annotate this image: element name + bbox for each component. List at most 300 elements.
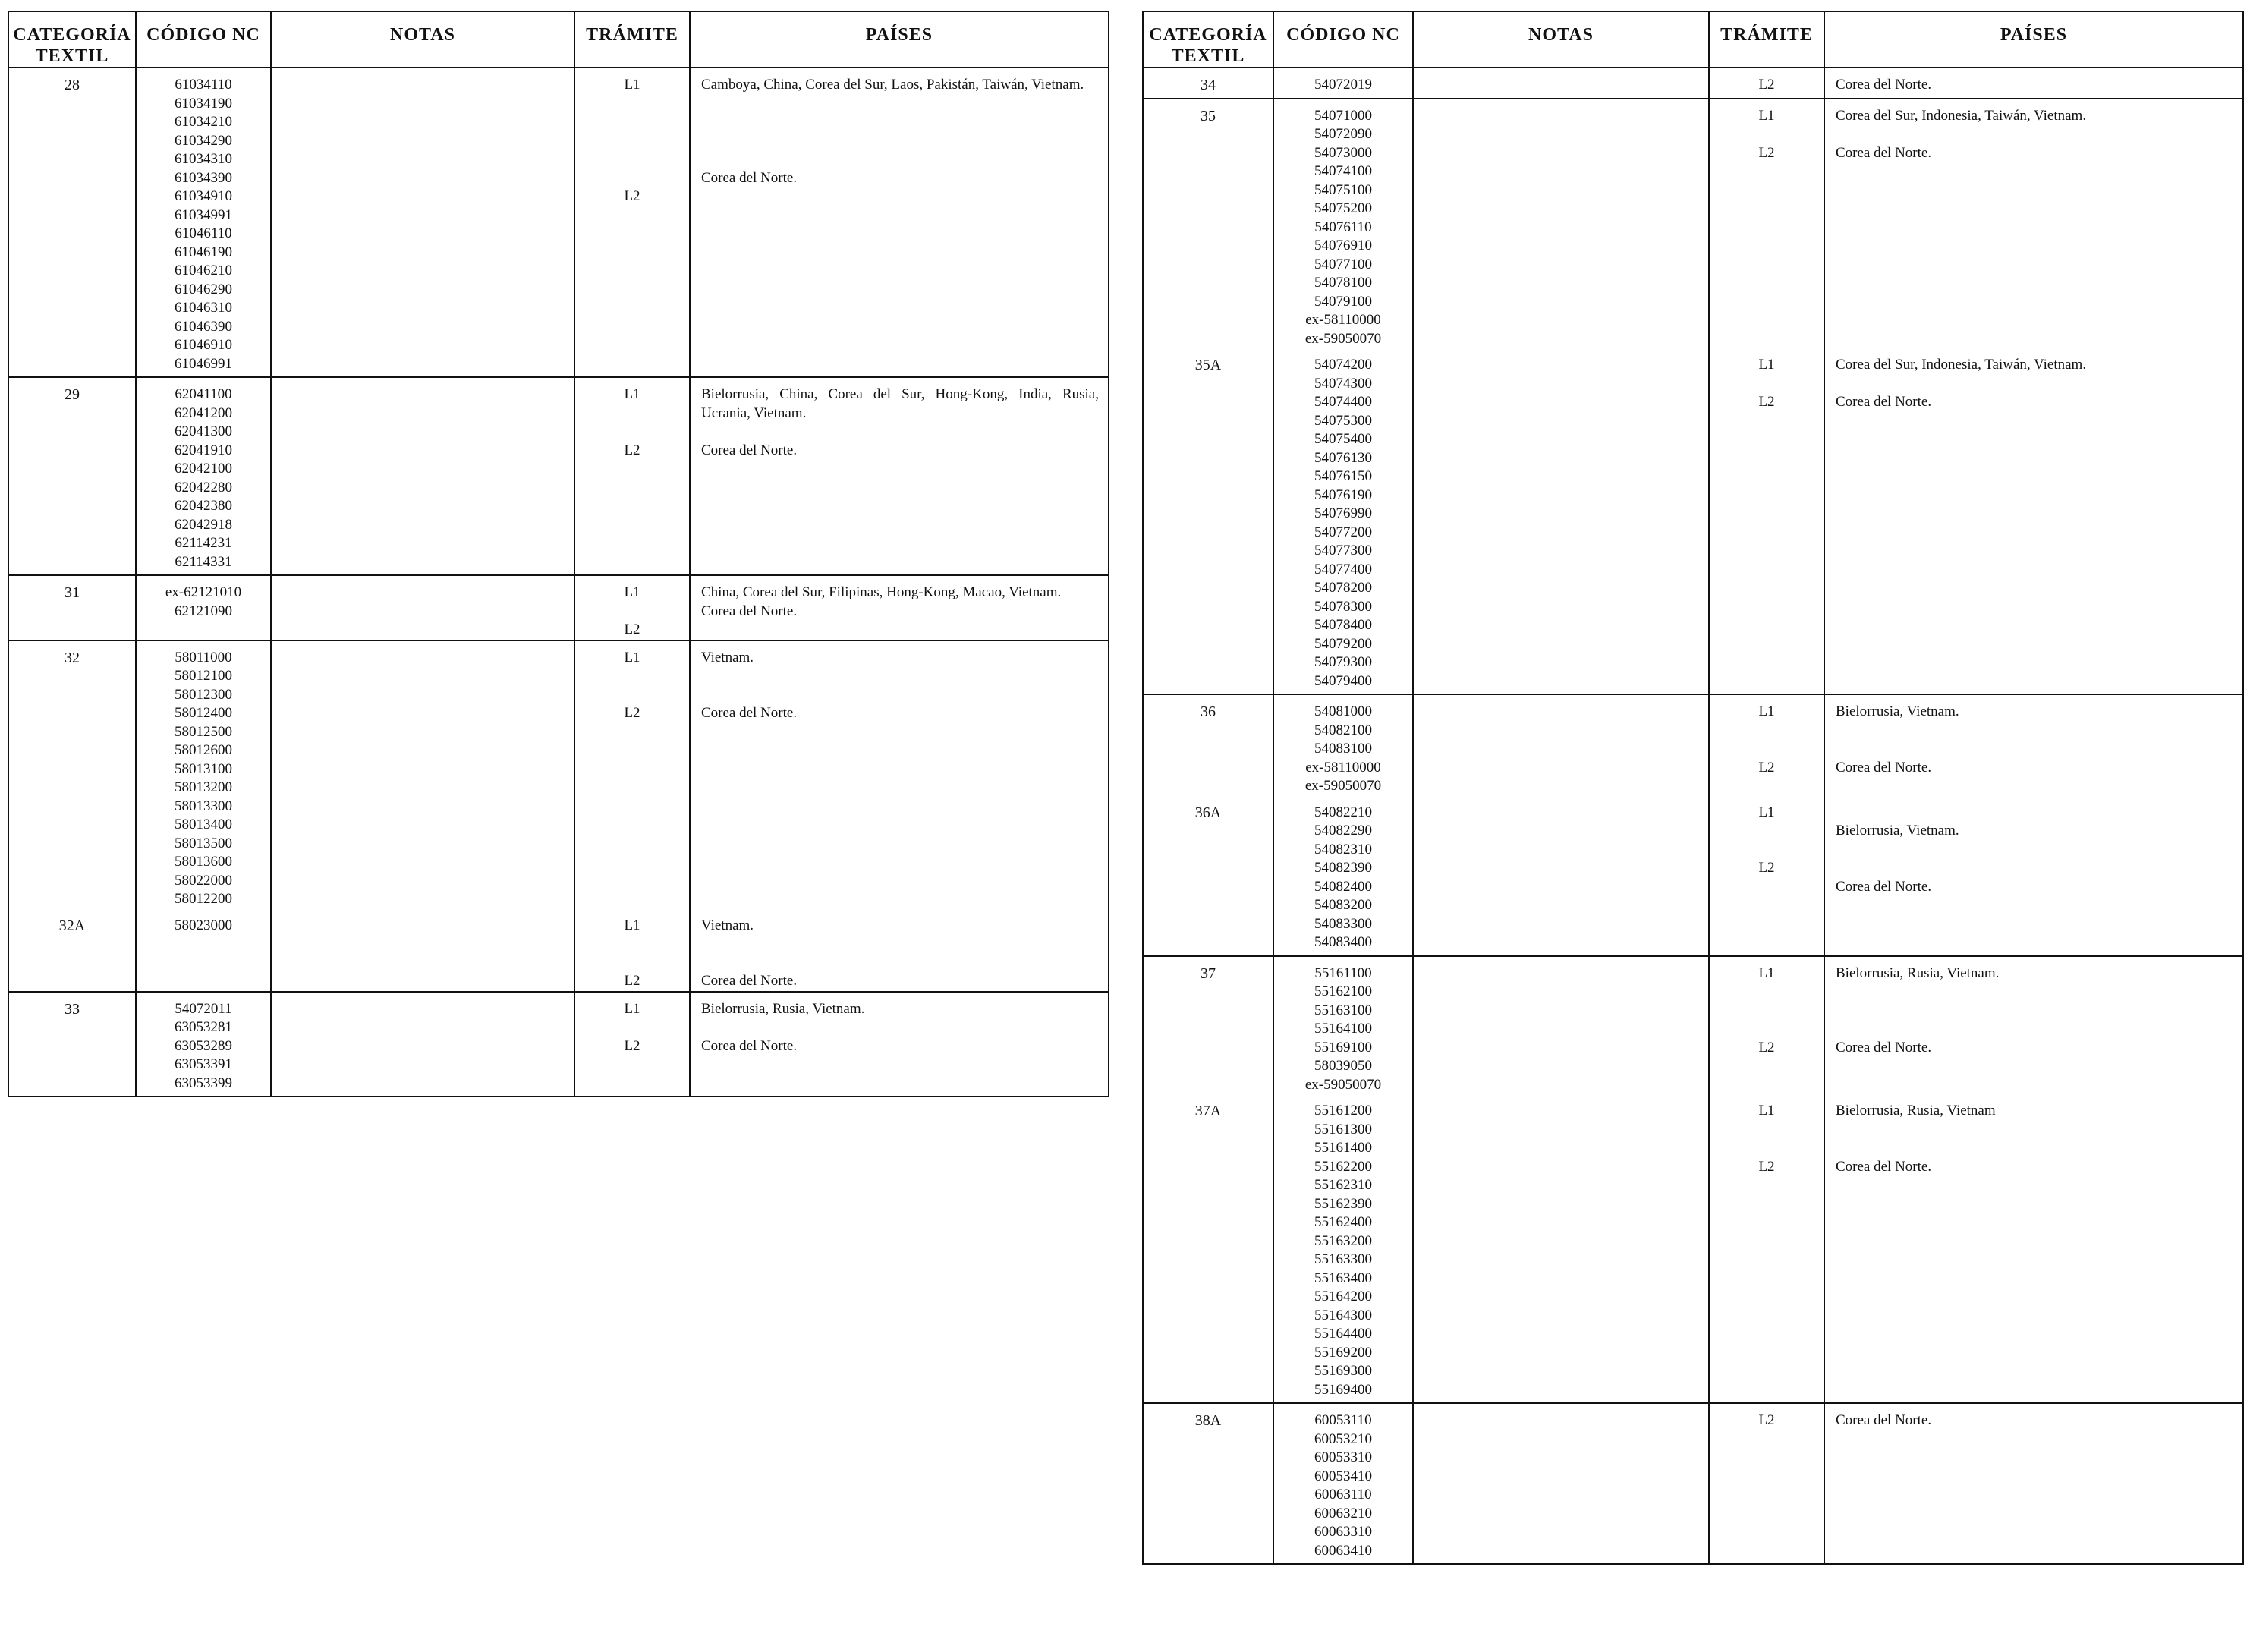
tramite-value: L2: [1758, 1039, 1775, 1056]
codigo-value: 54082210: [1314, 804, 1372, 820]
codigo-value: 54076910: [1314, 238, 1372, 253]
paises-value: Bielorrusia, Rusia, Vietnam.: [1836, 964, 2000, 981]
spacer: [575, 113, 689, 132]
spacer: [1710, 1002, 1824, 1021]
codigo-value: 54076190: [1314, 486, 1372, 503]
codigo-value: 54074200: [1314, 357, 1372, 373]
codigo-cell: [136, 575, 271, 640]
spacer: [1710, 1139, 1824, 1158]
paises-value: Corea del Norte.: [1836, 1412, 1932, 1428]
codigo-value: 54081000: [1314, 703, 1372, 719]
spacer: [1710, 1020, 1824, 1039]
right-table: [1142, 11, 2244, 1565]
codigo-value: 58012300: [175, 686, 232, 703]
codigo-value: 54083300: [1314, 915, 1372, 932]
notas-cell: [1413, 99, 1709, 349]
paises-value: Corea del Norte.: [1836, 759, 1932, 776]
table-row: [1143, 796, 2243, 956]
codigo-value: 54071000: [1314, 107, 1372, 124]
codigo-value: 54077300: [1314, 543, 1372, 559]
tramite-cell: [574, 992, 690, 1097]
codigo-value: 58039050: [1314, 1058, 1372, 1074]
paises-value: Bielorrusia, Rusia, Vietnam: [1836, 1103, 1996, 1119]
paises-cell: [1824, 956, 2243, 1095]
notas-cell: [271, 377, 574, 575]
tramite-cell: [1709, 694, 1824, 796]
codigo-cell: [1273, 956, 1413, 1095]
codigo-value: 58013100: [175, 760, 232, 777]
codigo-value: 62114231: [175, 535, 232, 551]
header-row: [1143, 11, 2243, 68]
spacer: [575, 1018, 689, 1037]
categoria-cell: [1143, 68, 1273, 99]
codigo-value: 58013300: [175, 798, 232, 814]
codigo-value: 61034210: [175, 114, 232, 130]
spacer: [701, 954, 1099, 973]
categoria-value: 32A: [58, 917, 86, 934]
table-row: [1143, 68, 2243, 99]
paises-value: Corea del Norte.: [701, 1037, 798, 1054]
categoria-value: 36: [1201, 703, 1216, 720]
table-row: [8, 575, 1109, 640]
categoria-cell: [1143, 956, 1273, 1095]
codigo-cell: [1273, 1094, 1413, 1403]
paises-value: Corea del Norte.: [701, 442, 798, 458]
codigo-value: 58023000: [175, 917, 232, 933]
paises-cell: [1824, 348, 2243, 694]
tramite-cell: [1709, 1403, 1824, 1564]
tramite-cell: [574, 575, 690, 640]
tramite-cell: [1709, 956, 1824, 1095]
spacer: [1710, 125, 1824, 144]
codigo-value: ex-59050070: [1304, 330, 1382, 347]
codigo-value: 60063110: [1314, 1487, 1372, 1503]
codigo-value: 54082100: [1314, 722, 1372, 738]
codigo-value: 55161300: [1314, 1121, 1372, 1138]
codigo-value: 54082310: [1314, 841, 1372, 857]
spacer: [1836, 125, 2233, 144]
paises-cell: [690, 377, 1109, 575]
tramite-value: L2: [624, 973, 640, 989]
paises-value: Corea del Norte.: [701, 973, 798, 989]
notas-cell: [1413, 694, 1709, 796]
tramite-cell: [1709, 796, 1824, 956]
table-row: [1143, 1403, 2243, 1564]
codigo-value: ex-62121010: [165, 584, 242, 600]
table-row: [8, 640, 1109, 909]
codigo-value: 62042380: [175, 498, 232, 514]
codigo-value: 62042918: [175, 516, 232, 533]
codigo-value: 55162100: [1314, 983, 1372, 999]
paises-value: Bielorrusia, Vietnam.: [1836, 703, 1959, 719]
codigo-value: 54077200: [1314, 524, 1372, 540]
codigo-value: 55169400: [1314, 1381, 1372, 1398]
categoria-cell: [8, 377, 136, 575]
tramite-value: L2: [624, 188, 640, 204]
codigo-value: 61046310: [175, 300, 232, 316]
tramite-cell: [574, 68, 690, 377]
paises-value: Corea del Norte.: [1836, 1158, 1932, 1175]
codigo-value: 54072090: [1314, 126, 1372, 142]
header-tramite: TRÁMITE: [574, 11, 690, 68]
spacer: [1836, 804, 2233, 823]
paises-value: Corea del Norte.: [1836, 1039, 1932, 1056]
tramite-value: L2: [1758, 394, 1775, 410]
table-row: [1143, 956, 2243, 1095]
categoria-value: 36A: [1194, 804, 1222, 821]
categoria-cell: [1143, 348, 1273, 694]
categoria-cell: [8, 909, 136, 992]
codigo-value: 61034390: [175, 169, 232, 186]
header-codigo: CÓDIGO NC: [1273, 11, 1413, 68]
categoria-cell: [1143, 796, 1273, 956]
notas-cell: [1413, 796, 1709, 956]
codigo-cell: [136, 640, 271, 909]
codigo-value: 55164300: [1314, 1307, 1372, 1323]
spacer: [575, 132, 689, 151]
spacer: [1836, 859, 2233, 878]
notas-cell: [271, 992, 574, 1097]
codigo-value: 61034290: [175, 132, 232, 149]
paises-value: Bielorrusia, Vietnam.: [1836, 823, 1959, 839]
notas-cell: [1413, 956, 1709, 1095]
codigo-value: 61034190: [175, 95, 232, 112]
codigo-value: 60063310: [1314, 1524, 1372, 1540]
spacer: [1836, 1020, 2233, 1039]
categoria-cell: [1143, 1403, 1273, 1564]
codigo-value: 63053289: [175, 1037, 232, 1054]
spacer: [575, 95, 689, 114]
categoria-cell: [1143, 99, 1273, 349]
tramite-value: L1: [1758, 357, 1775, 373]
codigo-value: 54077400: [1314, 561, 1372, 577]
codigo-cell: [136, 909, 271, 992]
codigo-value: 61046210: [175, 263, 232, 278]
paises-value: Corea del Sur, Indonesia, Taiwán, Vietnam.: [1836, 107, 2087, 124]
codigo-value: 54082390: [1314, 860, 1372, 876]
spacer: [1710, 1121, 1824, 1140]
codigo-value: 54075100: [1314, 181, 1372, 198]
paises-value: Camboya, China, Corea del Sur, Laos, Pakistán, Taiwán, Vietnam.: [701, 77, 1084, 93]
categoria-value: 34: [1201, 77, 1216, 93]
codigo-value: 55161400: [1314, 1140, 1372, 1156]
codigo-cell: [1273, 694, 1413, 796]
paises-value: Corea del Sur, Indonesia, Taiwán, Vietnam.: [1836, 357, 2087, 373]
header-categoria: CATEGORÍA TEXTIL: [1143, 11, 1273, 68]
tramite-value: L1: [1758, 703, 1775, 719]
paises-value: Corea del Norte.: [1836, 394, 1932, 410]
categoria-cell: [1143, 694, 1273, 796]
tramite-cell: [574, 909, 690, 992]
codigo-value: 54079400: [1314, 672, 1372, 689]
codigo-value: 60053210: [1314, 1430, 1372, 1447]
codigo-value: 55164100: [1314, 1021, 1372, 1037]
codigo-value: 61046190: [175, 244, 232, 260]
paises-value: Corea del Norte.: [701, 169, 798, 186]
tramite-cell: [1709, 99, 1824, 349]
codigo-value: 55163200: [1314, 1232, 1372, 1249]
paises-cell: [1824, 68, 2243, 99]
categoria-cell: [8, 640, 136, 909]
codigo-value: 61046910: [175, 337, 232, 353]
tramite-value: L2: [1758, 144, 1775, 161]
spacer: [701, 113, 1099, 132]
paises-cell: [690, 575, 1109, 640]
codigo-value: 55169100: [1314, 1039, 1372, 1056]
right-table-body: [1143, 68, 2243, 1564]
spacer: [575, 169, 689, 188]
categoria-value: 35: [1201, 107, 1216, 124]
table-row: [8, 909, 1109, 992]
codigo-value: 58012400: [175, 705, 232, 721]
categoria-value: 37: [1201, 964, 1216, 982]
tramite-value: L2: [624, 621, 640, 637]
categoria-value: 31: [65, 584, 80, 601]
header-row: [8, 11, 1109, 68]
spacer: [575, 603, 689, 621]
codigo-value: 55162400: [1314, 1214, 1372, 1230]
codigo-value: 61034910: [175, 188, 232, 204]
left-table-body: [8, 68, 1109, 1097]
codigo-value: 55163100: [1314, 1002, 1372, 1018]
codigo-value: 55162310: [1314, 1177, 1372, 1193]
spacer: [575, 935, 689, 954]
header-categoria: CATEGORÍA TEXTIL: [8, 11, 136, 68]
tramite-value: L1: [624, 584, 640, 600]
header-paises: PAÍSES: [1824, 11, 2243, 68]
tramite-value: L1: [624, 386, 640, 402]
tramite-cell: [1709, 348, 1824, 694]
codigo-value: 55164400: [1314, 1326, 1372, 1342]
notas-cell: [1413, 348, 1709, 694]
codigo-value: 54078300: [1314, 598, 1372, 615]
tramite-value: L2: [1758, 1412, 1775, 1428]
spacer: [575, 667, 689, 686]
codigo-value: 54074400: [1314, 394, 1372, 410]
notas-cell: [271, 575, 574, 640]
codigo-cell: [136, 992, 271, 1097]
header-notas: NOTAS: [1413, 11, 1709, 68]
categoria-cell: [8, 575, 136, 640]
codigo-value: 55163400: [1314, 1270, 1372, 1286]
codigo-value: 55164200: [1314, 1289, 1372, 1304]
paises-value: Corea del Norte.: [701, 705, 798, 721]
left-table: [8, 11, 1109, 1097]
codigo-value: 54074100: [1314, 163, 1372, 179]
spacer: [1710, 722, 1824, 741]
paises-value: Corea del Norte.: [1836, 878, 1932, 895]
tramite-value: L1: [1758, 1103, 1775, 1119]
codigo-value: 55162200: [1314, 1158, 1372, 1175]
spacer: [701, 686, 1099, 705]
paises-cell: [690, 68, 1109, 377]
codigo-value: 62041910: [175, 442, 232, 458]
spacer: [1836, 1002, 2233, 1021]
codigo-value: 54082400: [1314, 878, 1372, 895]
codigo-value: 54077100: [1314, 256, 1372, 272]
tramite-value: L1: [624, 917, 640, 933]
codigo-value: 62042100: [175, 461, 232, 477]
codigo-value: 58012600: [175, 742, 232, 758]
codigo-value: 54083200: [1314, 897, 1372, 913]
codigo-cell: [1273, 68, 1413, 99]
header-notas: NOTAS: [271, 11, 574, 68]
paises-value: Vietnam.: [701, 917, 754, 933]
tramite-value: L2: [624, 442, 640, 458]
tramite-value: L1: [1758, 804, 1775, 820]
codigo-value: 61034310: [175, 151, 232, 167]
spacer: [701, 1018, 1099, 1037]
paises-value: Vietnam.: [701, 649, 754, 666]
codigo-value: 63053391: [175, 1056, 232, 1072]
codigo-value: 61034991: [175, 206, 232, 223]
codigo-value: 54079100: [1314, 293, 1372, 310]
categoria-value: 28: [65, 77, 80, 93]
tramite-cell: [1709, 1094, 1824, 1403]
codigo-value: 60053310: [1314, 1449, 1372, 1465]
paises-cell: [1824, 1403, 2243, 1564]
codigo-value: 58013500: [175, 835, 232, 851]
spacer: [1836, 1139, 2233, 1158]
codigo-value: 58013200: [175, 779, 232, 795]
categoria-value: 33: [65, 1000, 80, 1018]
notas-cell: [271, 68, 574, 377]
codigo-value: 54075200: [1314, 200, 1372, 216]
notas-cell: [1413, 1094, 1709, 1403]
paises-value: Corea del Norte.: [701, 603, 798, 619]
spacer: [575, 150, 689, 169]
notas-cell: [1413, 1403, 1709, 1564]
codigo-value: ex-58110000: [1305, 759, 1381, 776]
tramite-value: L2: [624, 705, 640, 721]
codigo-value: 61034110: [175, 77, 232, 93]
codigo-value: 58022000: [175, 872, 232, 889]
spacer: [1710, 375, 1824, 394]
spacer: [1710, 983, 1824, 1002]
codigo-value: 63053281: [175, 1019, 232, 1035]
codigo-value: 60053410: [1314, 1468, 1372, 1484]
table-row: [1143, 99, 2243, 349]
codigo-value: ex-58110000: [1305, 312, 1381, 328]
codigo-value: 54073000: [1314, 144, 1372, 161]
spacer: [1836, 722, 2233, 741]
codigo-value: 54078100: [1314, 275, 1372, 291]
codigo-value: 54076110: [1314, 219, 1372, 235]
codigo-value: 54075300: [1314, 412, 1372, 429]
spacer: [701, 667, 1099, 686]
paises-value: Bielorrusia, Rusia, Vietnam.: [701, 1000, 865, 1017]
spacer: [575, 404, 689, 423]
codigo-value: 54072019: [1314, 77, 1372, 93]
tramite-value: L1: [1758, 107, 1775, 124]
codigo-value: 54083100: [1314, 741, 1372, 757]
paises-value: China, Corea del Sur, Filipinas, Hong-Kong, Macao, Vietnam.: [701, 584, 1062, 600]
codigo-value: 55161100: [1314, 964, 1372, 981]
paises-cell: [690, 640, 1109, 909]
codigo-value: 63053399: [175, 1075, 232, 1091]
codigo-value: 61046390: [175, 318, 232, 335]
codigo-cell: [136, 377, 271, 575]
codigo-value: 58011000: [175, 649, 232, 666]
table-row: [1143, 694, 2243, 796]
tramite-value: L2: [1758, 860, 1775, 876]
tramite-value: L1: [1758, 964, 1775, 981]
spacer: [575, 423, 689, 442]
table-row: [8, 68, 1109, 377]
table-row: [8, 992, 1109, 1097]
tramite-value: L2: [1758, 1158, 1775, 1175]
codigo-value: ex-59050070: [1304, 778, 1382, 794]
codigo-value: 54076150: [1314, 468, 1372, 484]
codigo-value: 54076990: [1314, 505, 1372, 521]
codigo-value: 61046110: [175, 225, 232, 241]
codigo-value: 58012100: [175, 668, 232, 684]
codigo-value: 55169300: [1314, 1363, 1372, 1379]
header-paises: PAÍSES: [690, 11, 1109, 68]
spacer: [575, 686, 689, 705]
codigo-value: 55162390: [1314, 1195, 1372, 1212]
spacer: [1836, 740, 2233, 759]
categoria-cell: [8, 68, 136, 377]
paises-value: Bielorrusia, China, Corea del Sur, Hong-Kong, India, Rusia, Ucrania, Vietnam.: [701, 386, 1099, 421]
codigo-value: 62114331: [175, 553, 232, 570]
codigo-value: 54078400: [1314, 617, 1372, 633]
spacer: [1836, 1121, 2233, 1140]
codigo-value: 61046991: [175, 355, 232, 372]
categoria-value: 38A: [1194, 1412, 1222, 1429]
paises-cell: [690, 909, 1109, 992]
notas-cell: [1413, 68, 1709, 99]
codigo-value: 62041200: [175, 404, 232, 421]
codigo-value: 58012200: [175, 891, 232, 907]
codigo-cell: [1273, 796, 1413, 956]
codigo-value: 54083400: [1314, 934, 1372, 950]
codigo-value: 62121090: [175, 603, 232, 619]
spacer: [1710, 822, 1824, 841]
notas-cell: [271, 909, 574, 992]
tramite-cell: [574, 640, 690, 909]
codigo-value: 54082290: [1314, 823, 1372, 839]
spacer: [1836, 841, 2233, 860]
spacer: [701, 132, 1099, 151]
codigo-value: 62041100: [175, 386, 232, 402]
categoria-value: 32: [65, 649, 80, 666]
codigo-value: 54078200: [1314, 580, 1372, 596]
table-row: [1143, 1094, 2243, 1403]
tramite-cell: [1709, 68, 1824, 99]
spacer: [1710, 740, 1824, 759]
codigo-value: 58013600: [175, 854, 232, 870]
table-row: [8, 377, 1109, 575]
codigo-cell: [1273, 99, 1413, 349]
tramite-value: L2: [1758, 77, 1775, 93]
codigo-value: 62042280: [175, 479, 232, 496]
spacer: [701, 150, 1099, 169]
codigo-cell: [136, 68, 271, 377]
categoria-cell: [8, 992, 136, 1097]
spacer: [701, 95, 1099, 114]
codigo-value: 54076130: [1314, 449, 1372, 466]
tramite-cell: [574, 377, 690, 575]
categoria-cell: [1143, 1094, 1273, 1403]
categoria-value: 29: [65, 386, 80, 403]
codigo-value: 54075400: [1314, 431, 1372, 447]
paises-cell: [1824, 1094, 2243, 1403]
codigo-value: 58012500: [175, 723, 232, 740]
codigo-cell: [1273, 1403, 1413, 1564]
codigo-value: 58013400: [175, 817, 232, 832]
codigo-cell: [1273, 348, 1413, 694]
